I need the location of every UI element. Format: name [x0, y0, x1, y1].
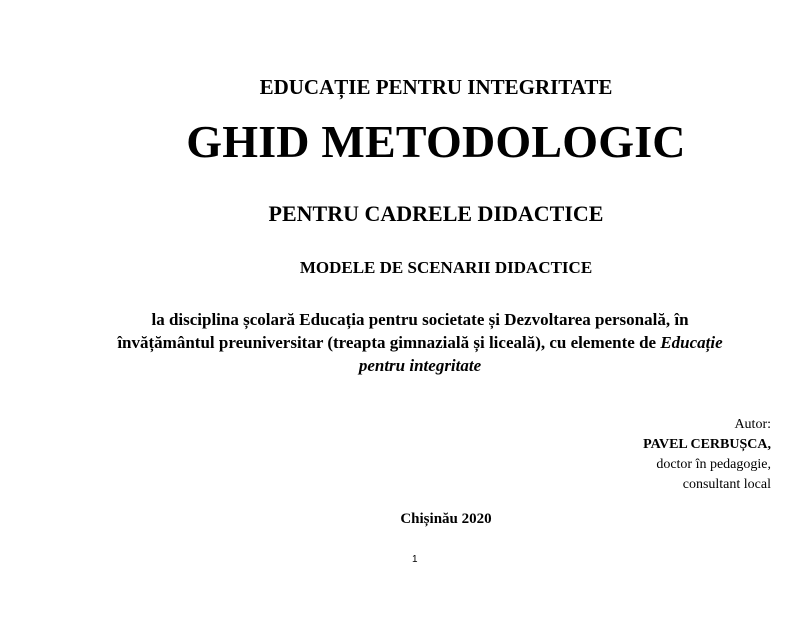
description-line-3: pentru integritate [358, 356, 482, 375]
page-number: 1 [412, 554, 418, 565]
document-description [110, 308, 730, 377]
author-label: Autor: [734, 417, 771, 432]
description-line-2-plain: învățământul preuniversitar (treapta gimnazială și liceală), cu elemente de [117, 333, 661, 352]
description-line-2-italic: Educație [660, 333, 723, 352]
place-date: Chișinău 2020 [400, 511, 492, 527]
document-subtitle: PENTRU CADRELE DIDACTICE [268, 201, 604, 226]
document-eyebrow: EDUCAȚIE PENTRU INTEGRITATE [259, 75, 613, 99]
author-role: consultant local [682, 477, 771, 492]
document-title: GHID METODOLOGIC [186, 116, 686, 167]
author-name: PAVEL CERBUȘCA, [643, 437, 771, 452]
section-heading: MODELE DE SCENARII DIDACTICE [299, 258, 593, 277]
description-line-1: la disciplina școlară Educația pentru societate și Dezvoltarea personală, în [151, 310, 689, 329]
author-degree: doctor în pedagogie, [656, 457, 771, 472]
author-block [643, 415, 771, 495]
description-line-2 [110, 331, 730, 354]
